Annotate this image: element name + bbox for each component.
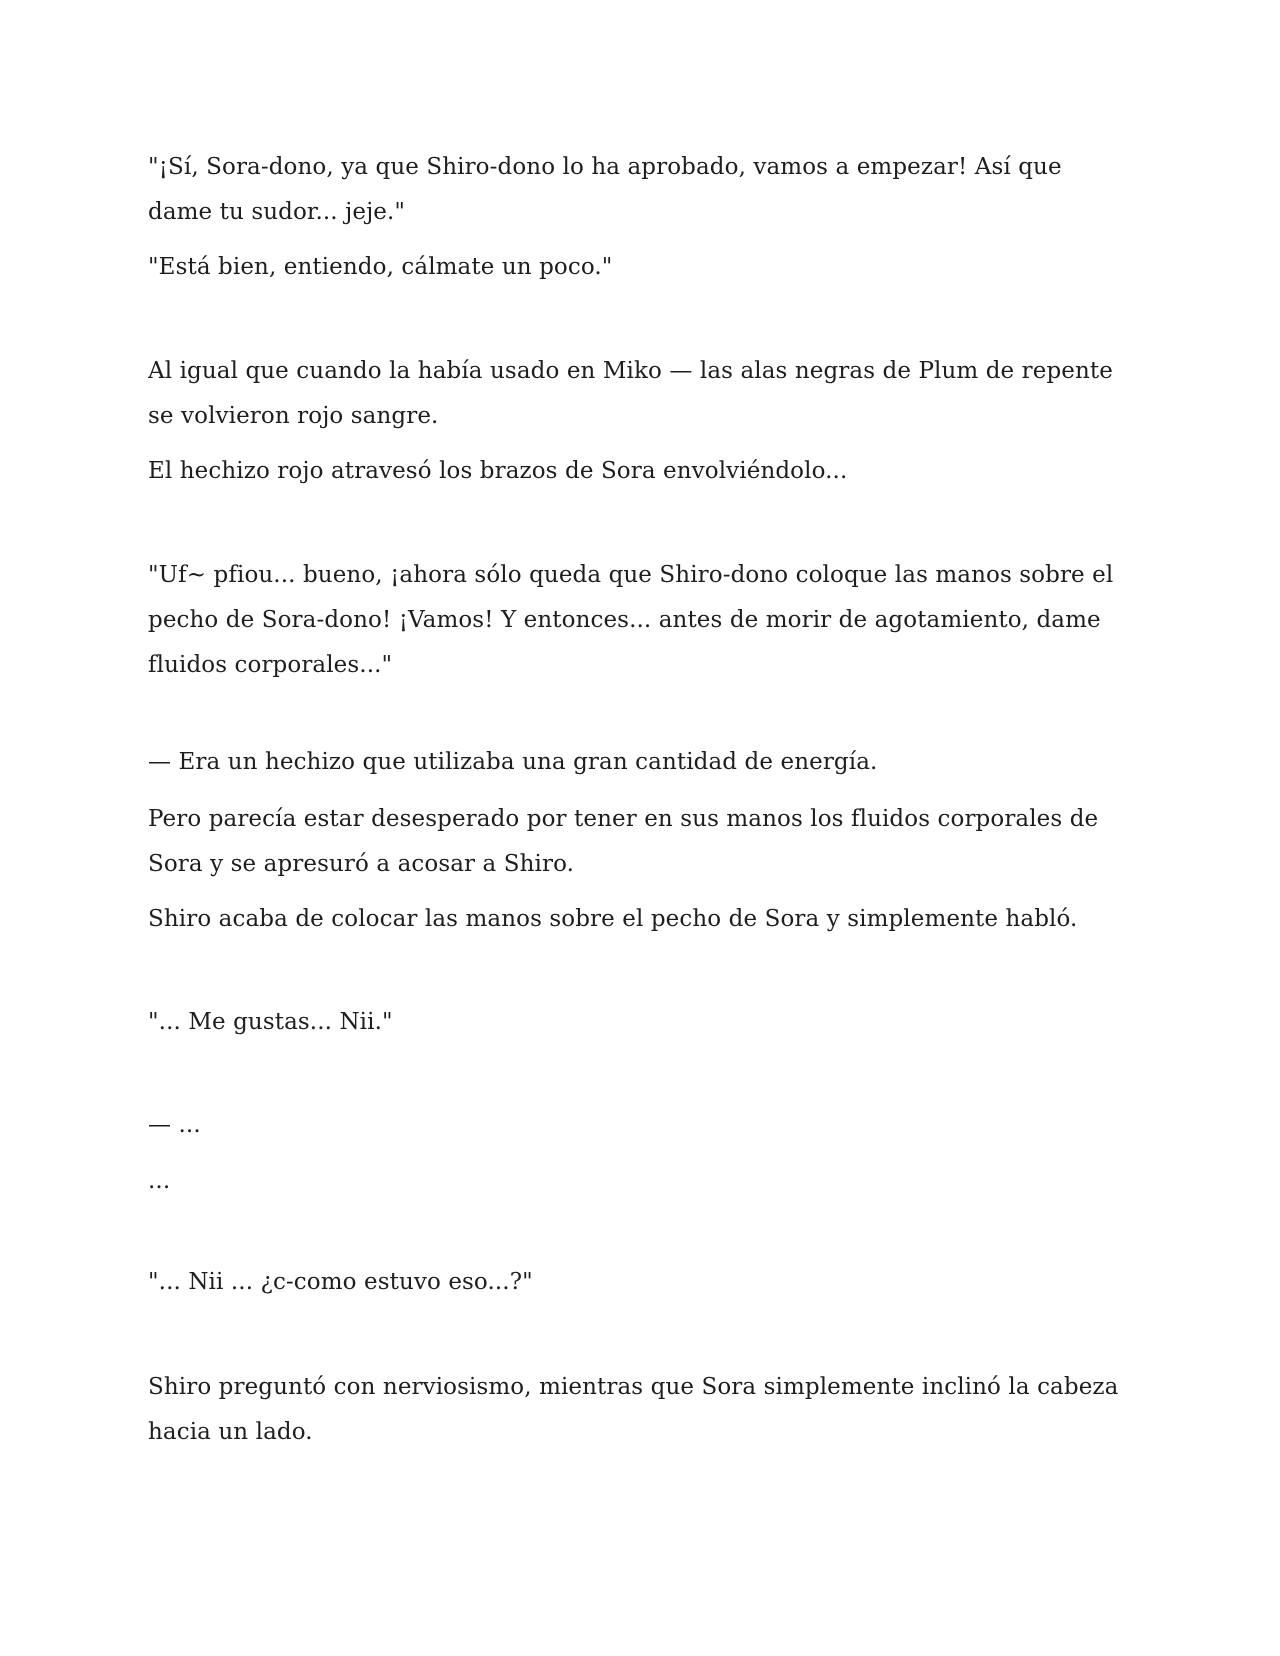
paragraph-8: Shiro acaba de colocar las manos sobre el pecho de Sora y simplemente habló. [148,906,1078,932]
paragraph-1: "¡Sí, Sora-dono, ya que Shiro-dono lo ha aprobado, vamos a empezar! Así que dame tu sudor... jeje." [148,154,1062,225]
paragraph-3: Al igual que cuando la había usado en Miko — las alas negras de Plum de repente se volvieron rojo sangre. [148,358,1113,429]
paragraph-13: Shiro preguntó con nerviosismo, mientras que Sora simplemente inclinó la cabeza hacia un lado. [148,1374,1119,1445]
paragraph-12: "... Nii ... ¿c-como estuvo eso...?" [148,1269,533,1295]
paragraph-2: "Está bien, entiendo, cálmate un poco." [148,254,613,280]
paragraph-6: — Era un hechizo que utilizaba una gran cantidad de energía. [148,749,878,775]
paragraph-11: ... [148,1168,171,1194]
paragraph-7: Pero parecía estar desesperado por tener en sus manos los fluidos corporales de Sora y se apresuró a acosar a Shiro. [148,806,1099,877]
paragraph-9: "... Me gustas... Nii." [148,1009,393,1035]
paragraph-10: — ... [148,1112,201,1138]
paragraph-4: El hechizo rojo atravesó los brazos de Sora envolviéndolo... [148,458,848,484]
paragraph-5: "Uf~ pfiou... bueno, ¡ahora sólo queda que Shiro-dono coloque las manos sobre el pecho de Sora-dono! ¡Vamos! Y entonces... antes de morir de agotamiento, dame fluidos corporales..." [148,562,1114,678]
